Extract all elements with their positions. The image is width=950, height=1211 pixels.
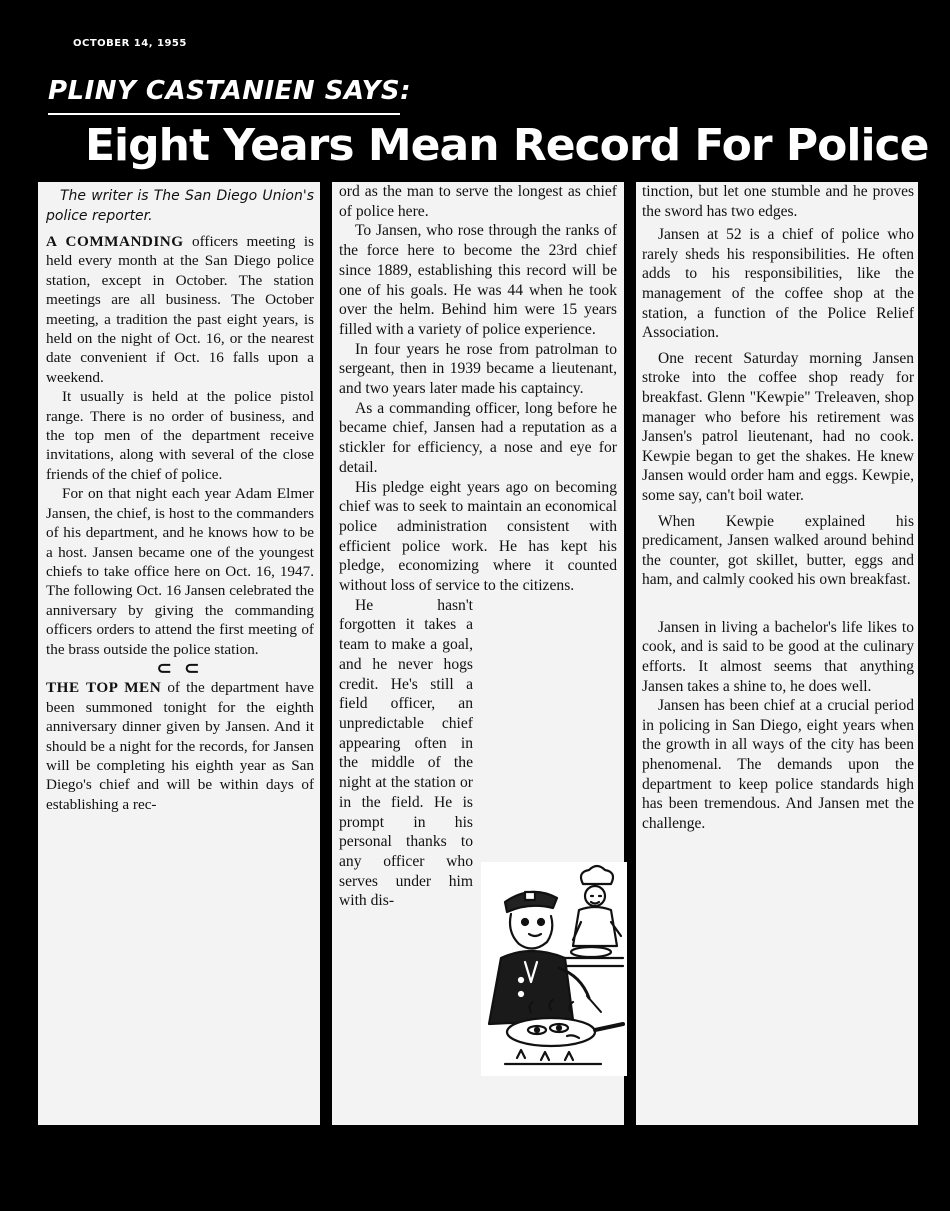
chef-cooking-illustration: [481, 862, 627, 1076]
col-c-paragraph-4: When Kewpie explained his predicament, Jansen walked around behind the counter, got skillet, butter, eggs and ham, and calmly cooked his own breakfast.: [642, 512, 914, 589]
col-a-paragraph-3: For on that night each year Adam Elmer Jansen, the chief, is host to the commanders of his department, and he knows how to be a host. Jansen became one of the youngest chiefs to take office here on Oct. 16, 1947. The following Oct. 16 Jansen celebrated the anniversary by giving the commanding officers orders to attend the first meeting of the brass outside the police station.: [46, 485, 314, 658]
col-c-paragraph-5: Jansen in living a bachelor's life likes to cook, and is said to be good at the culinary efforts. It almost seems that anything Jansen takes a shine to, he does well.: [642, 618, 914, 695]
paragraph-text: officers meeting is held every month at the San Diego police station, except in October. The station meetings are all business. The October meeting, a tradition the past eight years, is held on the night of Oct. 16, or the nearest date convenient if Oct. 16 falls upon a weekend.: [46, 233, 314, 386]
col-c-paragraph-3: One recent Saturday morning Jansen stroke into the coffee shop ready for breakfast. Glenn "Kewpie" Treleaven, shop manager who before his retirement was Jansen's patrol lieutenant, had no cook. Kewpie began to get the shakes. He knew Jansen would order ham and eggs. Kewpie, some say, can't boil water.: [642, 349, 914, 504]
paragraph-text: He hasn't forgotten it takes a team to make a goal, and he never hogs credit. He's still a field officer, an unpredictable chief appearing often in the middle of the night at the station or in the field. He is prompt in his personal thanks to any officer who serves under him with dis-: [339, 596, 473, 910]
col-b-paragraph-5: His pledge eight years ago on becoming chief was to seek to maintain an economical police administration consistent with efficient police work. He has kept his pledge, economizing where it counted without loss of service to the citizens.: [339, 478, 617, 595]
col-a-paragraph-1: [46, 232, 314, 387]
column-c: [642, 182, 914, 833]
section-divider: ⊂ ⊂: [156, 657, 204, 678]
lead-in: A COMMANDING: [46, 233, 184, 250]
col-b-paragraph-1: ord as the man to serve the longest as chief of police here.: [339, 183, 617, 220]
kicker-underline: [48, 113, 400, 115]
column-a: [46, 186, 314, 814]
headline: Eight Years Mean Record For Police: [85, 120, 929, 171]
byline: The writer is The San Diego Union's police reporter.: [46, 188, 314, 224]
paragraph-text: of the department have been summoned tonight for the eighth anniversary dinner given by Jansen. And it should be a night for the records, for Jansen will be completing his eighth year as San Diego's chief and will be within days of establishing a rec-: [46, 679, 314, 813]
lead-in: THE TOP MEN: [46, 679, 162, 697]
col-b-paragraph-4: As a commanding officer, long before he became chief, Jansen had a reputation as a stickler for efficiency, a nose and eye for detail.: [339, 399, 617, 476]
col-b-paragraph-3: In four years he rose from patrolman to sergeant, then in 1939 became a lieutenant, and two years later made his captaincy.: [339, 340, 617, 398]
col-c-paragraph-1: tinction, but let one stumble and he proves the sword has two edges.: [642, 183, 914, 220]
col-c-paragraph-2: Jansen at 52 is a chief of police who rarely sheds his responsibilities. He often adds to his responsibilities, like the management of the coffee shop at the station, a function of the Police Relief Association.: [642, 226, 914, 342]
col-a-paragraph-2: It usually is held at the police pistol range. There is no order of business, and the top men of the department receive invitations, along with several of the close friends of the chief of police.: [46, 388, 314, 483]
col-c-paragraph-6: Jansen has been chief at a crucial period in policing in San Diego, eight years when the growth in all ways of the city has been phenomenal. The demands upon the department to keep police standards high has been tremendous. And Jansen met the challenge.: [642, 697, 914, 832]
cartoon-illustration: [481, 862, 627, 1076]
cartoon-float: [479, 660, 625, 874]
col-b-paragraph-2: To Jansen, who rose through the ranks of the force here to become the 23rd chief since 1889, establishing this record will be one of his goals. He was 44 when he took over the helm. Behind him were 15 years filled with a variety of police experience.: [339, 222, 617, 338]
col-a-paragraph-4: [46, 678, 314, 814]
column-b: [339, 182, 617, 911]
column-kicker: PLINY CASTANIEN SAYS:: [48, 76, 412, 106]
date-line: OCTOBER 14, 1955: [73, 38, 187, 49]
